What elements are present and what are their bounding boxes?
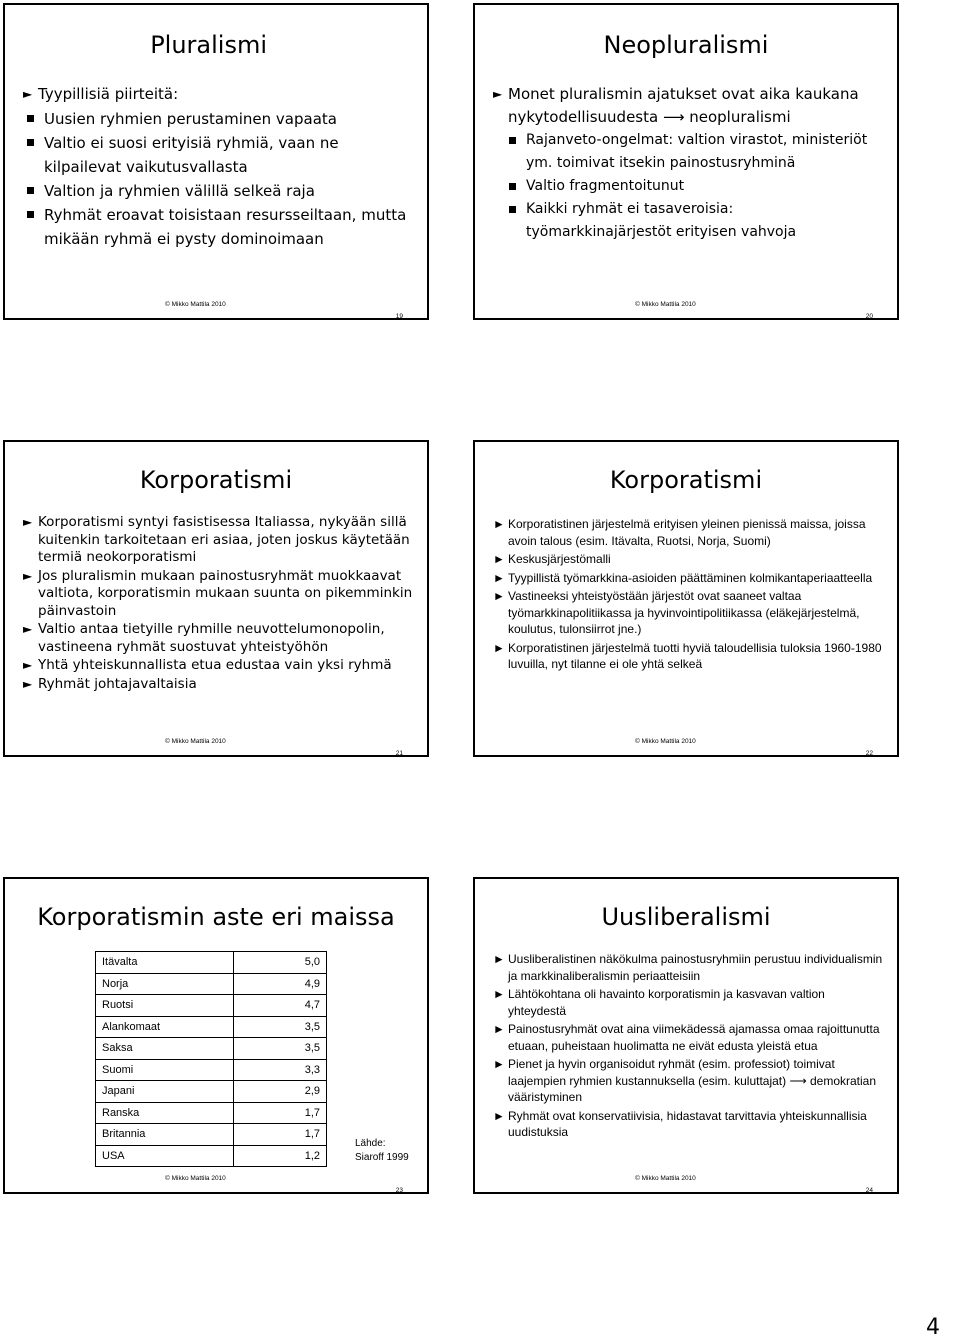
arrow-bullet-icon: ►: [493, 517, 505, 531]
slide-24: [473, 877, 899, 1194]
value-cell: 2,9: [234, 1081, 327, 1103]
list-item: ► Pienet ja hyvin organisoidut ryhmät (esim. professiot) toimivat laajempien ryhmien kustannuksella (esim. kuluttajat) ⟶ demokratian vääristyminen: [493, 1057, 877, 1104]
list-item: ► Keskusjärjestömalli: [493, 552, 611, 566]
sub-list-item: Ryhmät eroavat toisistaan resursseiltaan, mutta mikään ryhmä ei pysty dominoimaan: [23, 203, 413, 251]
arrow-bullet-icon: ►: [493, 952, 505, 966]
list-item: ► Painostusryhmät ovat aina viimekädessä ajamassa omaa rajoittunutta etuaan, puheistaan huolimatta ne eivät edusta yleistä etua: [493, 1022, 880, 1053]
square-bullet-icon: [27, 115, 34, 122]
country-cell: USA: [96, 1145, 234, 1167]
copyright-footer: © Mikko Mattila 2010: [635, 301, 696, 308]
corporatism-table: [95, 951, 327, 1167]
copyright-footer: © Mikko Mattila 2010: [165, 1175, 226, 1182]
value-cell: 1,7: [234, 1124, 327, 1146]
page-number: 21: [395, 750, 403, 757]
list-item: ► Korporatistinen järjestelmä erityisen yleinen pienissä maissa, joissa avoin talous (esim. Itävalta, Ruotsi, Norja, Suomi): [493, 517, 866, 548]
table-body: [96, 952, 327, 1167]
list-item: ► Yhtä yhteiskunnallista etua edustaa vain yksi ryhmä: [23, 657, 392, 673]
copyright-footer: © Mikko Mattila 2010: [165, 301, 226, 308]
list-item: ► Ryhmät ovat konservatiivisia, hidastavat tarvittavia yhteiskunnallisia uudistuksia: [493, 1108, 867, 1139]
country-cell: Norja: [96, 973, 234, 995]
sub-list-item: Valtion ja ryhmien välillä selkeä raja: [23, 179, 413, 203]
copyright-footer: © Mikko Mattila 2010: [165, 738, 226, 745]
sub-list-item: Valtio fragmentoitunut: [493, 175, 883, 198]
list-item: ► Valtio antaa tietyille ryhmille neuvottelumonopolin, vastineena ryhmät suostuvat yhteistyöhön: [23, 621, 385, 655]
table-row: [96, 1059, 327, 1081]
list-item: ► Tyypillistä työmarkkina-asioiden päättäminen kolmikantaperiaatteella: [493, 570, 873, 585]
page-number: 23: [395, 1187, 403, 1194]
table-row: [96, 1038, 327, 1060]
list-item: ► Lähtökohtana oli havainto korporatismin ja kasvavan valtion yhteydestä: [493, 987, 825, 1018]
page-number: 19: [395, 313, 403, 320]
country-cell: Suomi: [96, 1059, 234, 1081]
arrow-bullet-icon: ►: [493, 640, 505, 655]
arrow-bullet-icon: ►: [493, 1108, 505, 1123]
list-item: ► Tyypillisiä piirteitä:: [23, 81, 413, 107]
value-cell: 4,9: [234, 973, 327, 995]
table-row: [96, 973, 327, 995]
arrow-bullet-icon: ►: [493, 570, 505, 585]
slide-body: [23, 514, 413, 693]
slide-22: [473, 440, 899, 757]
arrow-bullet-icon: ►: [493, 1057, 505, 1071]
value-cell: 3,5: [234, 1016, 327, 1038]
square-bullet-icon: [27, 211, 34, 218]
slide-20: [473, 3, 899, 320]
list-item: ► Korporatismi syntyi fasistisessa Italiassa, nykyään sillä kuitenkin tarkoitetaan eri asiaa, joten joskus käytetään termiä neokorporatismi: [23, 514, 410, 565]
slide-title: Korporatismin aste eri maissa: [37, 903, 395, 931]
table-row: [96, 995, 327, 1017]
sub-list-item: Kaikki ryhmät ei tasaveroisia: työmarkkinajärjestöt erityisen vahvoja: [493, 198, 883, 244]
slide-19: [3, 3, 429, 320]
arrow-bullet-icon: ►: [23, 676, 33, 691]
page-number: 24: [865, 1187, 873, 1194]
list-item: ► Jos pluralismin mukaan painostusryhmät muokkaavat valtiota, korporatismin mukaan suunta on pikemminkin päinvastoin: [23, 567, 413, 619]
value-cell: 3,5: [234, 1038, 327, 1060]
square-bullet-icon: [509, 137, 516, 144]
slide-title: Uusliberalismi: [601, 903, 771, 931]
table-row: [96, 1102, 327, 1124]
arrow-bullet-icon: ►: [493, 87, 503, 101]
arrow-bullet-icon: ►: [493, 1022, 505, 1036]
slide-body: [493, 83, 883, 244]
arrow-bullet-icon: ►: [493, 987, 505, 1001]
list-item: ► Ryhmät johtajavaltaisia: [23, 675, 197, 692]
slide-body: [23, 81, 413, 251]
slide-body: [493, 516, 883, 673]
slide-23: [3, 877, 429, 1194]
value-cell: 1,7: [234, 1102, 327, 1124]
sub-list-item: Rajanveto-ongelmat: valtion virastot, ministeriöt ym. toimivat itsekin painostusryhminä: [493, 129, 883, 175]
sub-list-item: Valtio ei suosi erityisiä ryhmiä, vaan ne kilpailevat vaikutusvallasta: [23, 131, 413, 179]
page-number: 22: [865, 750, 873, 757]
table-row: [96, 952, 327, 974]
square-bullet-icon: [27, 187, 34, 194]
sub-list-item: Uusien ryhmien perustaminen vapaata: [23, 107, 413, 131]
country-cell: Britannia: [96, 1124, 234, 1146]
slide-body: [493, 951, 883, 1141]
slide-title: Korporatismi: [609, 466, 763, 494]
arrow-bullet-icon: ►: [23, 515, 33, 529]
source-name: Siaroff 1999: [355, 1152, 409, 1163]
country-cell: Japani: [96, 1081, 234, 1103]
country-cell: Ranska: [96, 1102, 234, 1124]
arrow-bullet-icon: ►: [493, 552, 505, 566]
square-bullet-icon: [27, 139, 34, 146]
value-cell: 3,3: [234, 1059, 327, 1081]
value-cell: 1,2: [234, 1145, 327, 1167]
country-cell: Ruotsi: [96, 995, 234, 1017]
sheet-page-number: 4: [926, 1315, 940, 1340]
slide-title: Korporatismi: [139, 466, 293, 494]
slide-21: [3, 440, 429, 757]
list-item: ► Uusliberalistinen näkökulma painostusryhmiin perustuu individualismin ja markkinaliberalismin periaatteisiin: [493, 952, 883, 983]
arrow-bullet-icon: ►: [23, 658, 33, 672]
source-note: [355, 1137, 409, 1165]
arrow-bullet-icon: ►: [493, 589, 505, 603]
table-row: [96, 1124, 327, 1146]
slide-title: Pluralismi: [150, 31, 267, 59]
country-cell: Saksa: [96, 1038, 234, 1060]
list-item: ► Korporatistinen järjestelmä tuotti hyviä taloudellisia tuloksia 1960-1980 luvuilla, nyt tilanne ei ole yhtä selkeä: [493, 640, 882, 671]
slide-title: Neopluralismi: [603, 31, 769, 59]
table-row: [96, 1081, 327, 1103]
source-label: Lähde:: [355, 1138, 386, 1149]
table-row: [96, 1016, 327, 1038]
country-cell: Itävalta: [96, 952, 234, 974]
page-number: 20: [865, 313, 873, 320]
copyright-footer: © Mikko Mattila 2010: [635, 738, 696, 745]
arrow-bullet-icon: ►: [23, 622, 33, 636]
arrow-bullet-icon: ►: [23, 87, 33, 101]
value-cell: 4,7: [234, 995, 327, 1017]
list-item: ► Monet pluralismin ajatukset ovat aika kaukana nykytodellisuudesta ⟶ neopluralismi: [493, 83, 883, 129]
value-cell: 5,0: [234, 952, 327, 974]
list-item: ► Vastineeksi yhteistyöstään järjestöt ovat saaneet valtaa työmarkkinapolitiikassa ja hyvinvointipolitiikassa (eläkejärjestelmä, koulutus, tulonsiirrot jne.): [493, 589, 860, 636]
square-bullet-icon: [509, 183, 516, 190]
country-cell: Alankomaat: [96, 1016, 234, 1038]
copyright-footer: © Mikko Mattila 2010: [635, 1175, 696, 1182]
arrow-bullet-icon: ►: [23, 568, 33, 583]
table-row: [96, 1145, 327, 1167]
square-bullet-icon: [509, 206, 516, 213]
